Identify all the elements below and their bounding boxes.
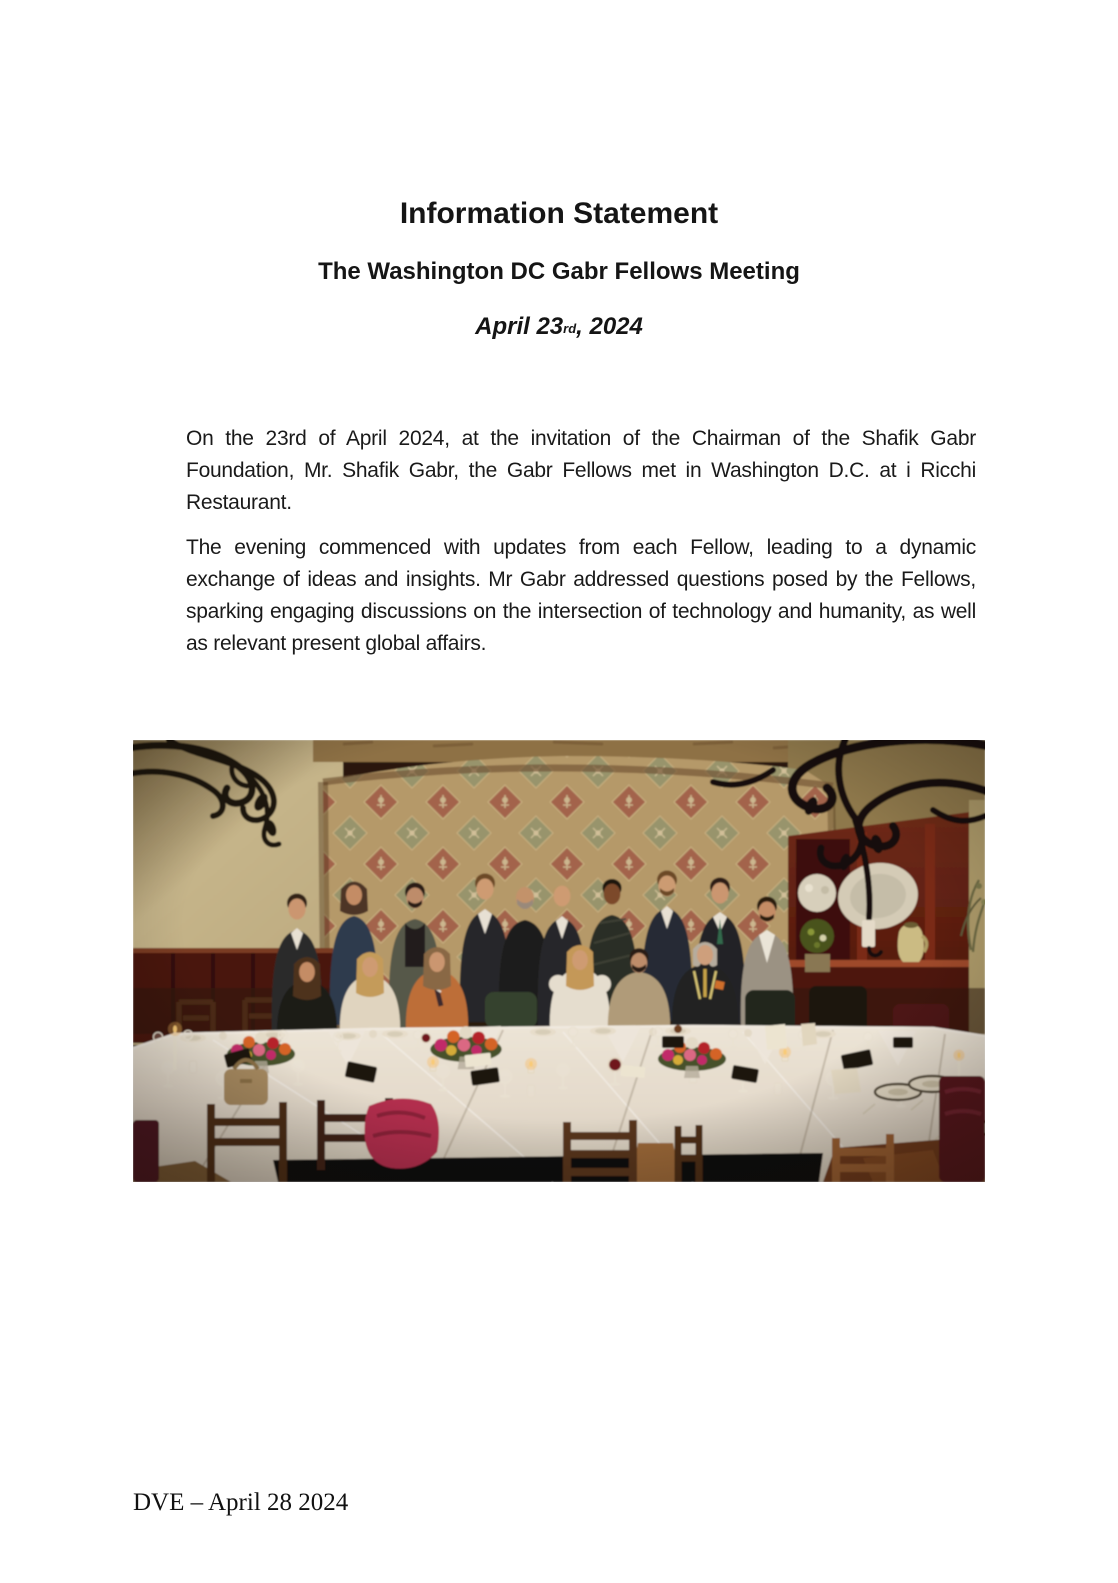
photo-vignette — [133, 740, 985, 1182]
group-photo-image — [133, 740, 985, 1182]
footer-reference: DVE – April 28 2024 — [133, 1489, 349, 1516]
paragraph-2: The evening commenced with updates from each Fellow, leading to a dynamic exchange of ideas and insights. Mr Gabr addressed questions posed by the Fellows, sparking engaging discussions on the intersection of technology and humanity, as well as relevant present global affairs. — [186, 536, 976, 655]
date-ordinal: rd — [563, 321, 577, 336]
paragraph-1: On the 23rd of April 2024, at the invitation of the Chairman of the Shafik Gabr Foundation, Mr. Shafik Gabr, the Gabr Fellows met in Washington D.C. at i Ricchi Restaurant. — [186, 427, 976, 514]
date-main: April 23 — [475, 313, 564, 340]
document-title: Information Statement — [399, 197, 719, 230]
document-date — [0, 313, 1118, 343]
document-subtitle: The Washington DC Gabr Fellows Meeting — [318, 258, 800, 285]
date-rest: , 2024 — [576, 313, 643, 340]
group-photo — [133, 740, 985, 1182]
